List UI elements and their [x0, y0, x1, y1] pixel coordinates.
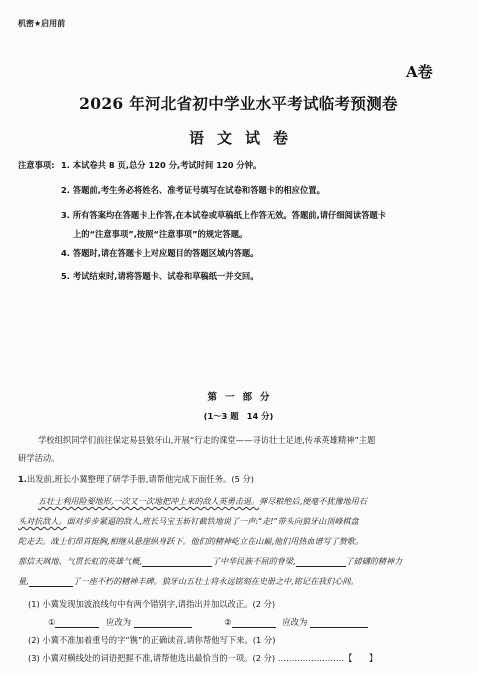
wavy-sentence: 头对抗敌人。 — [18, 516, 67, 526]
change-label: 应改为 — [106, 617, 131, 627]
wavy-sentence: 五壮士利用险要地形,一次又一次地把冲上来的敌人英勇击退。 — [38, 496, 260, 506]
passage-line: 陀走去。战士们昂首挺胸,相继从悬崖纵身跃下。他们的精神屹立在山巅,他们用热血谱写了赞歌。 — [18, 536, 364, 546]
answer-blank[interactable] — [134, 627, 192, 628]
confidential-label: 机密★启用前 — [18, 19, 66, 28]
passage-line — [38, 496, 367, 507]
notice-item: 5. 考试结束时,请将答题卡、试卷和草稿纸一并交回。 — [61, 271, 259, 281]
exam-title: 2026 年河北省初中学业水平考试临考预测卷 — [79, 94, 398, 113]
circle-number: ① — [48, 617, 56, 627]
change-label: 应改为 — [282, 617, 308, 627]
answer-line-1 — [48, 616, 368, 628]
passage-text: 了中华民族不屈的脊梁, — [211, 556, 296, 566]
intro-line: 学校组织同学们前往保定易县狼牙山,开展“行走的课堂——寻访壮士足迹,传承英雄精神”主题 — [38, 435, 376, 445]
subject-title: 语文试卷 — [188, 129, 301, 147]
notice-item: 2. 答题前,考生务必将姓名、准考证号填写在试卷和答题卡的相应位置。 — [61, 185, 325, 195]
question-1 — [18, 473, 254, 485]
fill-blank[interactable] — [296, 566, 346, 567]
passage-text: 弹尽粮绝后,便毫不犹豫地用石 — [259, 496, 367, 506]
question-stem: 出发前,班长小冀整理了研学手册,请帮他完成下面任务。(5 分) — [26, 474, 255, 484]
answer-blank[interactable] — [55, 627, 99, 628]
passage-line — [18, 576, 359, 587]
answer-blank[interactable] — [232, 627, 276, 628]
edition-label: A卷 — [406, 63, 433, 81]
passage-text: 了一座不朽的精神丰碑。狼牙山五壮士将永远铭刻在史册之中,铭记在我们心间。 — [72, 576, 359, 586]
notice-item: 4. 答题时,请在答题卡上对应题目的答题区域内答题。 — [61, 248, 259, 258]
subquestion-3: (3) 小冀对横线处的词语把握不准,请帮他选出最恰当的一项。(2 分) ……………………【 】 — [28, 653, 378, 663]
part-title: 第一部分 — [207, 392, 278, 403]
circle-number: ② — [224, 617, 232, 627]
part-subtitle: (1～3 题 14 分) — [203, 411, 274, 421]
question-number: 1. — [18, 474, 27, 484]
passage-text: 了磅礴的精神力 — [345, 556, 403, 566]
fill-blank[interactable] — [29, 586, 73, 587]
subquestion-1: (1) 小冀发现加波浪线句中有两个错别字,请指出并加以改正。(2 分) — [28, 599, 276, 609]
notice-label: 注意事项: — [18, 160, 55, 170]
passage-line — [18, 516, 359, 527]
notice-item: 上的“注意事项”,按照“注意事项”的规定答题。 — [73, 229, 248, 239]
notice-item: 3. 所有答案均在答题卡上作答,在本试卷或草稿纸上作答无效。答题前,请仔细阅读答题卡 — [61, 210, 387, 220]
passage-text: 面对步步紧逼的敌人,班长马宝玉斩钉截铁地说了一声:“走!”带头向狼牙山顶峰棋盘 — [66, 516, 359, 526]
passage-text: 那信天飒地、气贯长虹的英雄气概, — [18, 556, 142, 566]
intro-line: 研学活动。 — [18, 453, 60, 463]
subquestion-2: (2) 小冀不准加着重号的字“镌”的正确读音,请你帮他写下来。(1 分) — [28, 635, 276, 645]
answer-blank[interactable] — [310, 627, 368, 628]
passage-line — [18, 556, 402, 567]
fill-blank[interactable] — [142, 566, 212, 567]
notice-item: 1. 本试卷共 8 页,总分 120 分,考试时间 120 分钟。 — [61, 160, 262, 170]
passage-text: 量, — [18, 576, 29, 586]
